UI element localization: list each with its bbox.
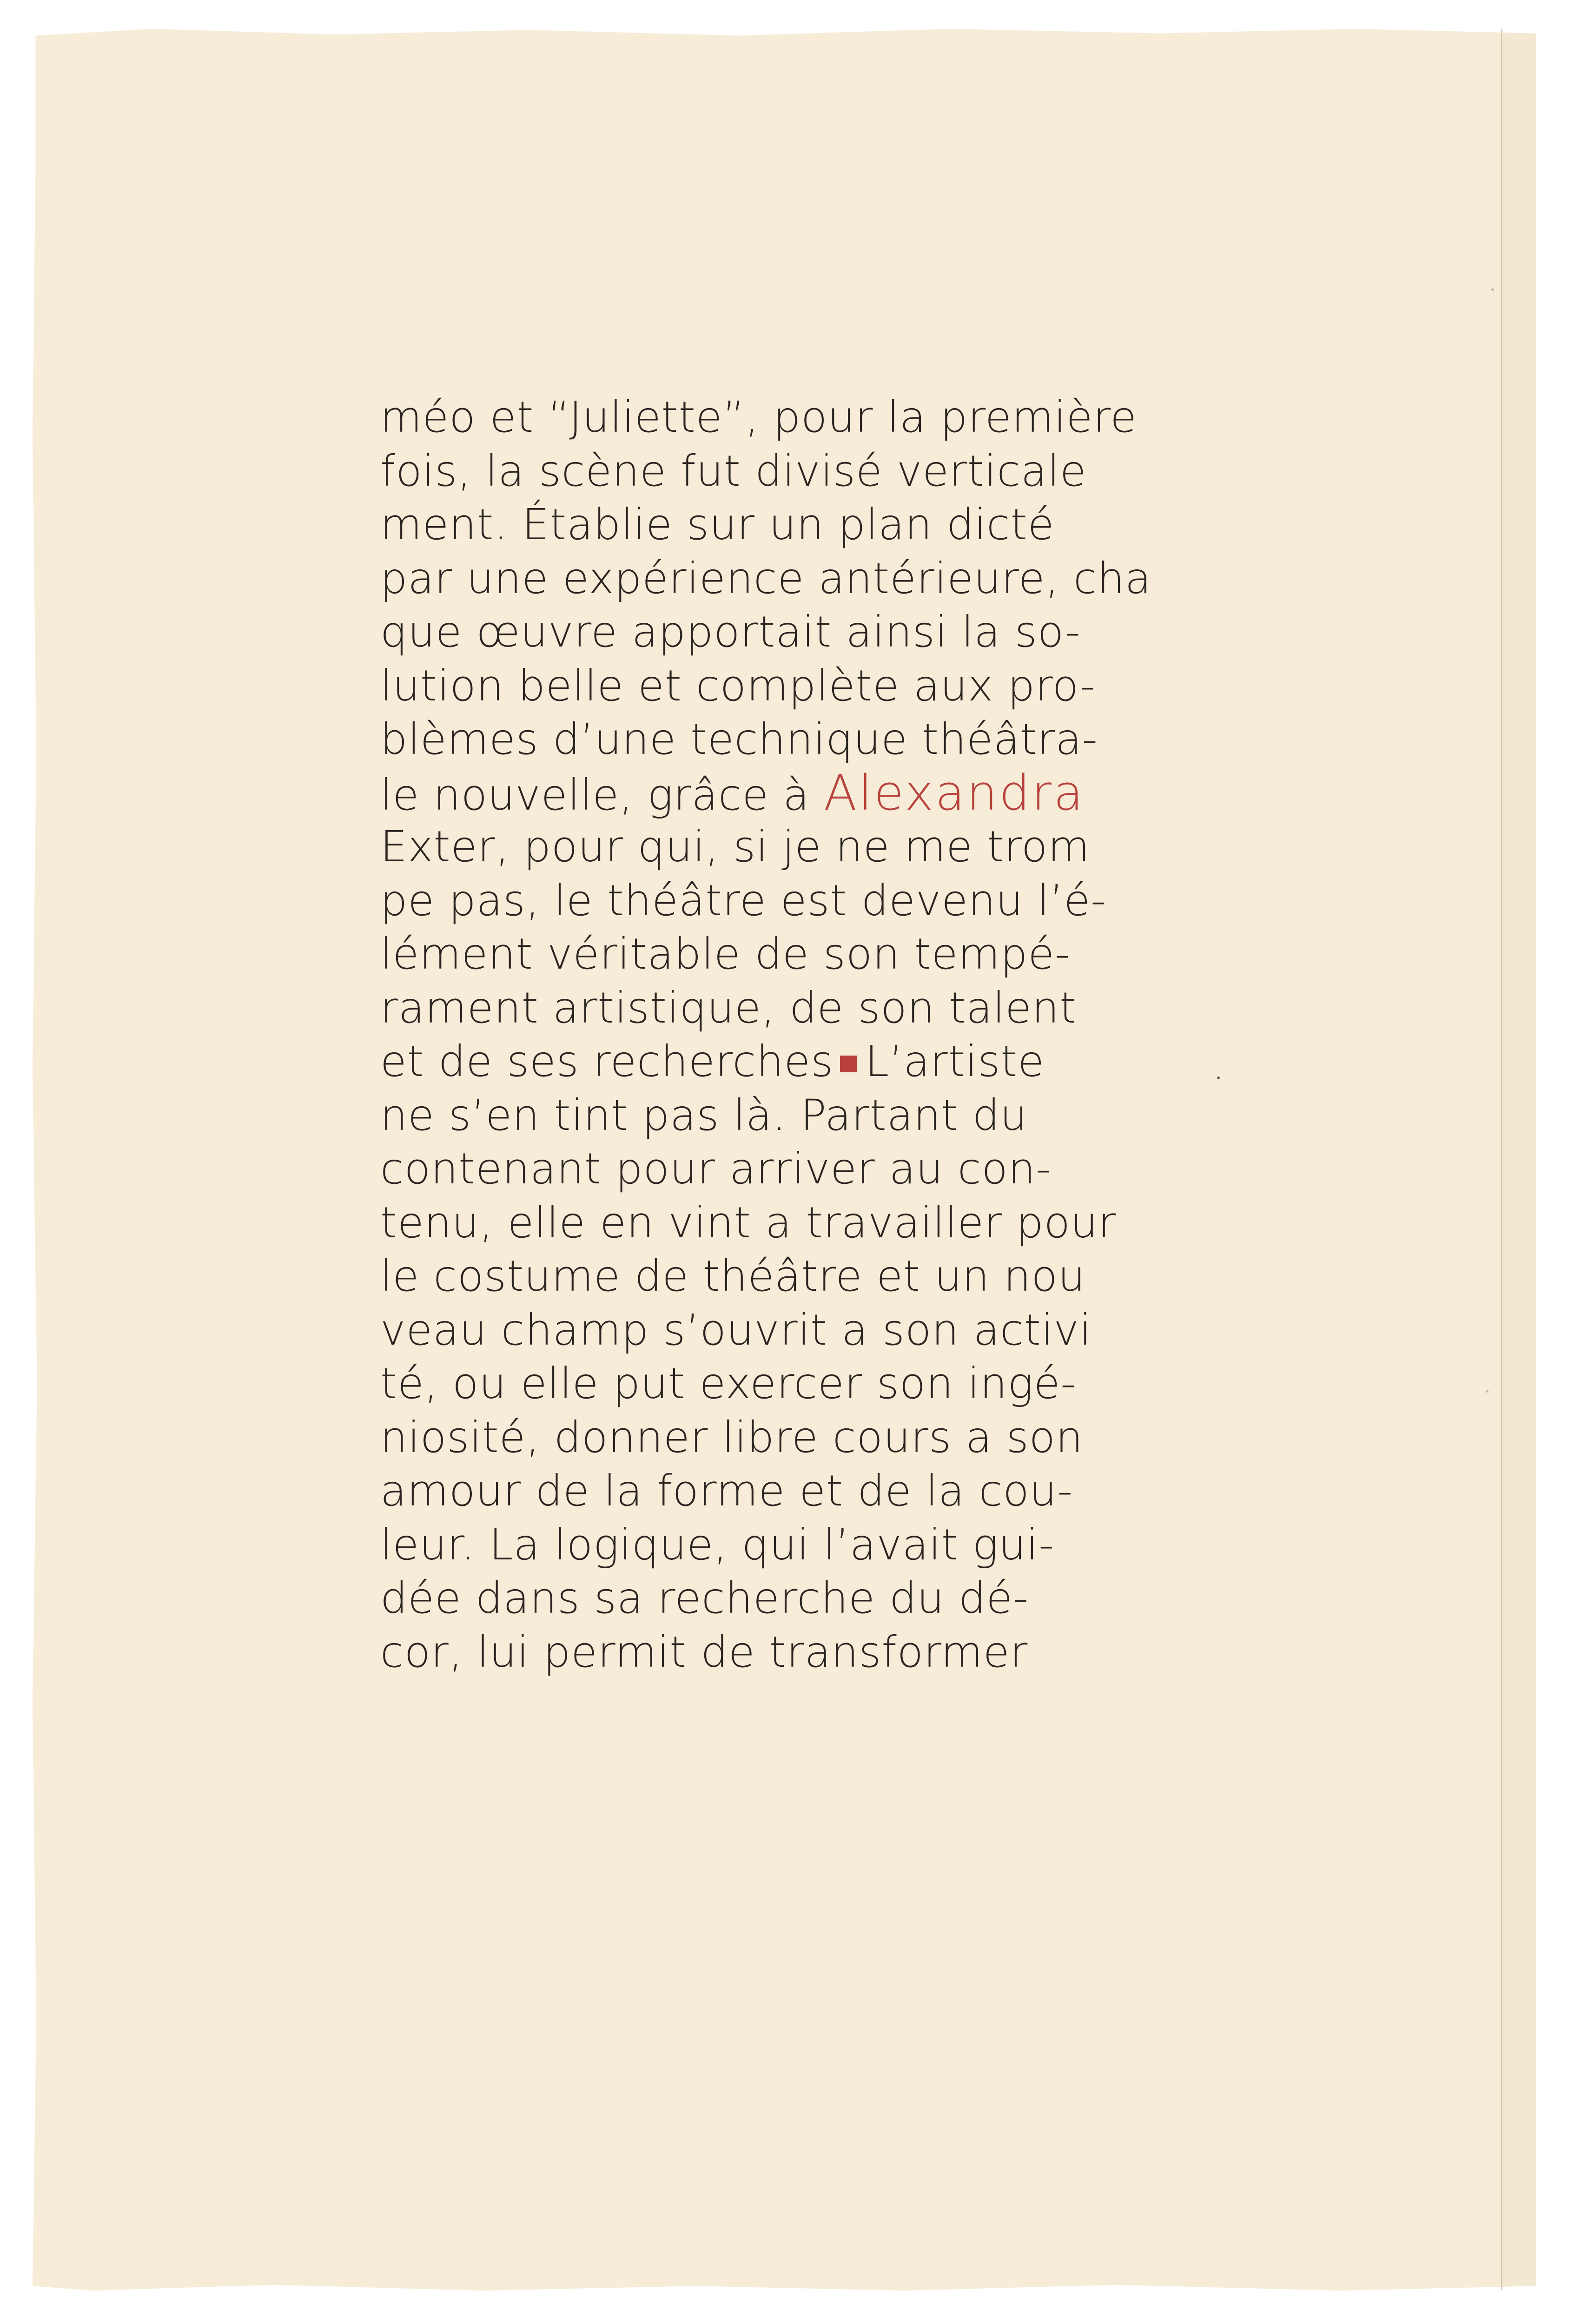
text-line: ment. Établie sur un plan dicté (380, 500, 1055, 549)
text-line: que œuvre apportait ainsi la so- (380, 607, 1081, 657)
red-square-ornament (840, 1056, 857, 1072)
text-line: veau champ s’ouvrit a son activi (380, 1305, 1092, 1355)
text-line: leur. La logique, qui l’avait gui- (380, 1519, 1055, 1570)
text-line: lément véritable de son tempé- (380, 929, 1071, 979)
text-line: le costume de théâtre et un nou (380, 1251, 1086, 1301)
text-line: tenu, elle en vint a travailler pour (380, 1197, 1117, 1248)
text-line: pe pas, le théâtre est devenu l’é- (380, 875, 1107, 925)
text-line: rament artistique, de son talent (380, 983, 1077, 1033)
calligraphy-text-block (380, 390, 1198, 1679)
text-line: par une expérience antérieure, cha (380, 553, 1152, 603)
text-line: méo et “Juliette”, pour la première (380, 392, 1137, 442)
text-fragment: et de ses recherches (380, 1037, 833, 1086)
text-fragment: L’artiste (865, 1037, 1045, 1086)
text-line-with-name (380, 766, 1198, 820)
paper-speck (1486, 1390, 1488, 1393)
adjacent-page-edge (1502, 33, 1536, 2286)
text-line: fois, la scène fut divisé verticale (380, 446, 1087, 496)
text-line: contenant pour arriver au con- (380, 1144, 1052, 1194)
text-line: blèmes d’une technique théâtra- (380, 714, 1098, 764)
text-line: ne s’en tint pas là. Partant du (380, 1090, 1028, 1140)
text-line: niosité, donner libre cours a son (380, 1412, 1084, 1462)
paper-speck (1491, 288, 1494, 291)
text-line: Exter, pour qui, si je ne me trom (380, 822, 1090, 872)
text-fragment: le nouvelle, grâce à (380, 770, 824, 820)
text-line: lution belle et complète aux pro- (380, 660, 1096, 711)
margin-ink-dot (1217, 1076, 1220, 1079)
text-line: amour de la forme et de la cou- (380, 1466, 1073, 1516)
text-line-with-ornament (380, 1035, 1198, 1089)
page-fold-line (1501, 29, 1502, 2291)
text-line: dée dans sa recherche du dé- (380, 1573, 1029, 1623)
text-line: cor, lui permit de transformer (380, 1627, 1028, 1677)
text-line: té, ou elle put exercer son ingé- (380, 1359, 1077, 1408)
highlighted-name: Alexandra (824, 764, 1085, 821)
